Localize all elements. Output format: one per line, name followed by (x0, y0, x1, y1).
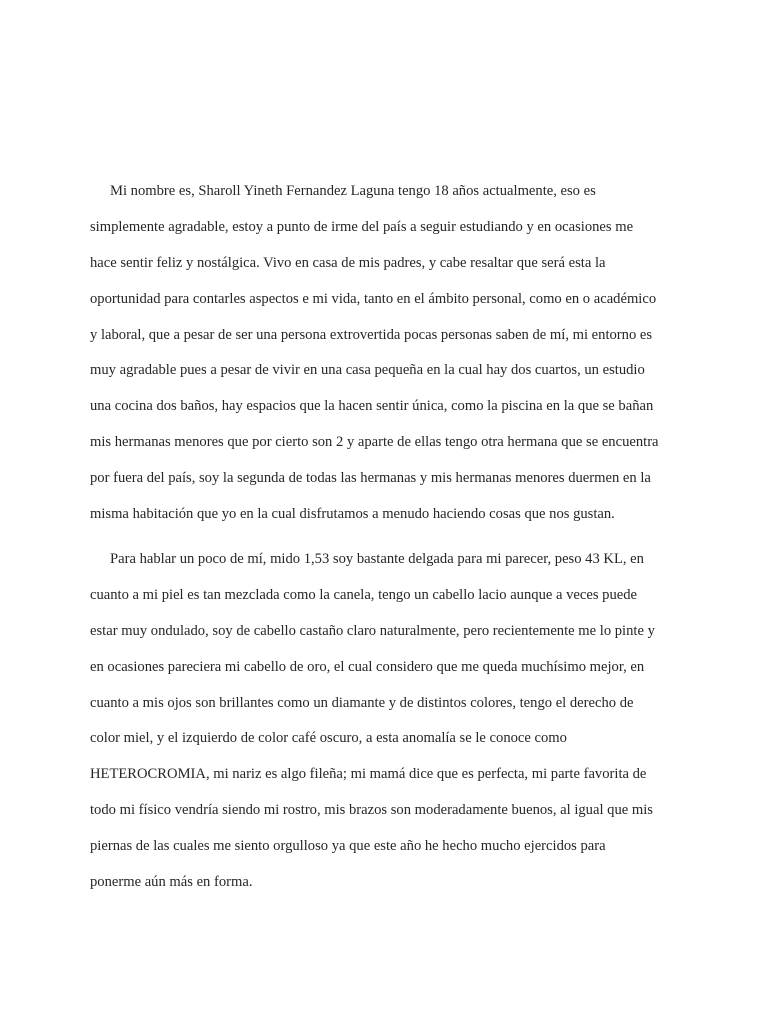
text-line: misma habitación que yo en la cual disfrutamos a menudo haciendo cosas que nos gustan. (90, 506, 615, 522)
text-line: muy agradable pues a pesar de vivir en una casa pequeña en la cual hay dos cuartos, un estudio (90, 362, 645, 378)
text-line: ponerme aún más en forma. (90, 874, 253, 890)
text-line: todo mi físico vendría siendo mi rostro, mis brazos son moderadamente buenos, al igual que mis (90, 802, 653, 818)
text-line: oportunidad para contarles aspectos e mi vida, tanto en el ámbito personal, como en o académico (90, 291, 657, 307)
text-line: simplemente agradable, estoy a punto de irme del país a seguir estudiando y en ocasiones me (90, 219, 634, 235)
text-line: y laboral, que a pesar de ser una persona extrovertida pocas personas saben de mí, mi entorno es (90, 327, 653, 343)
text-line: hace sentir feliz y nostálgica. Vivo en casa de mis padres, y cabe resaltar que será esta la (90, 255, 606, 271)
text-line: HETEROCROMIA, mi nariz es algo fileña; mi mamá dice que es perfecta, mi parte favorita de (90, 766, 647, 782)
text-line: en ocasiones pareciera mi cabello de oro, el cual considero que me queda muchísimo mejor, en (90, 659, 645, 675)
text-line: una cocina dos baños, hay espacios que la hacen sentir única, como la piscina en la que se bañan (90, 398, 654, 414)
text-line: mis hermanas menores que por cierto son 2 y aparte de ellas tengo otra hermana que se encuentra (90, 434, 659, 450)
text-line: piernas de las cuales me siento orgulloso ya que este año he hecho mucho ejercidos para (90, 838, 606, 854)
text-line: cuanto a mis ojos son brillantes como un diamante y de distintos colores, tengo el derecho de (90, 695, 634, 711)
text-line: color miel, y el izquierdo de color café oscuro, a esta anomalía se le conoce como (90, 730, 567, 746)
text-line: Para hablar un poco de mí, mido 1,53 soy bastante delgada para mi parecer, peso 43 KL, en (110, 551, 644, 567)
text-line: por fuera del país, soy la segunda de todas las hermanas y mis hermanas menores duermen en la (90, 470, 651, 486)
text-line: Mi nombre es, Sharoll Yineth Fernandez Laguna tengo 18 años actualmente, eso es (110, 183, 596, 199)
text-line: estar muy ondulado, soy de cabello castaño claro naturalmente, pero recientemente me lo pinte y (90, 623, 655, 639)
text-line: cuanto a mi piel es tan mezclada como la canela, tengo un cabello lacio aunque a veces puede (90, 587, 638, 603)
